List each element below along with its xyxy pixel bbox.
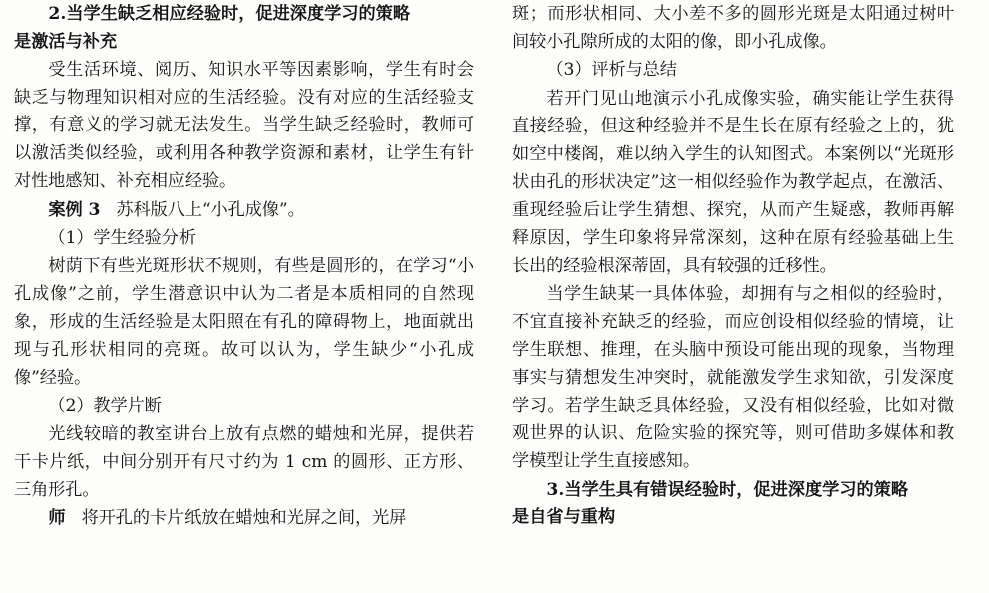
strategy-heading-3-line1: 3.当学生具有错误经验时，促进深度学习的策略 [546,479,909,500]
paragraph-light-spots: 树荫下有些光斑形状不规则，有些是圆形的，在学习“小孔成像”之前，学生潜意识中认为二者是本质相同的自然现象，形成的生活经验是太阳照在有孔的障碍物上，地面就出现与孔形状相同的亮斑。故可以认为，学生缺少“小孔成像”经验。 [14,256,474,388]
dialogue-speaker-label: 师 [48,508,66,529]
case-3-text: 苏科版八上“小孔成像”。 [116,199,305,220]
right-column [484,4,954,589]
case-3-title [14,197,474,225]
dialogue-teacher-line [14,505,474,533]
paragraph-classroom-setup: 光线较暗的教室讲台上放有点燃的蜡烛和光屏，提供若干卡片纸，中间分别开有尺寸约为 1 cm 的圆形、正方形、三角形孔。 [14,424,474,501]
strategy-heading-3-line2: 是自省与重构 [512,507,616,528]
paragraph-life-experience: 受生活环境、阅历、知识水平等因素影响，学生有时会缺乏与物理知识相对应的生活经验。没有对应的生活经验支撑，有意义的学习就无法发生。当学生缺乏经验时，教师可以激活类似经验，或利用各种教学资源和素材，让学生有针对性地感知、补充相应经验。 [14,59,474,192]
section-teaching-fragment: （2）教学片断 [48,396,162,417]
section-student-experience-analysis: （1）学生经验分析 [48,227,196,248]
left-column [14,4,484,589]
strategy-heading-2-line1: 2.当学生缺乏相应经验时，促进深度学习的策略 [48,4,411,24]
section-comment-and-summary: （3）评析与总结 [546,60,677,81]
case-3-label: 案例 3 [48,199,101,220]
paragraph-similar-experience: 当学生缺某一具体体验，却拥有与之相似的经验时，不宜直接补充缺乏的经验，而应创设相似经验的情境，让学生联想、推理，在头脑中预设可能出现的现象，当物理事实与猜想发生冲突时，就能激发学生求知欲，引发深度学习。若学生缺乏具体经验，又没有相似经验，比如对微观世界的认识、危险实验的探究等，则可借助多媒体和教学模型让学生直接感知。 [512,284,954,472]
dialogue-text: 将开孔的卡片纸放在蜡烛和光屏之间，光屏 [81,508,407,529]
strategy-heading-2-line2: 是激活与补充 [14,31,118,52]
paragraph-mountain-demo: 若开门见山地演示小孔成像实验，确实能让学生获得直接经验，但这种经验并不是生长在原有经验之上的，犹如空中楼阁，难以纳入学生的认知图式。本案例以“光斑形状由孔的形状决定”这一相似经验作为教学起点，在激活、重现经验后让学生猜想、探究，从而产生疑惑，教师再解释原因，学生印象将异常深刻，这种在原有经验基础上生长出的经验根深蒂固，具有较强的迁移性。 [512,88,954,276]
paragraph-pinhole-image-continued: 斑；而形状相同、大小差不多的圆形光斑是太阳通过树叶间较小孔隙所成的太阳的像，即小孔成像。 [512,4,954,52]
